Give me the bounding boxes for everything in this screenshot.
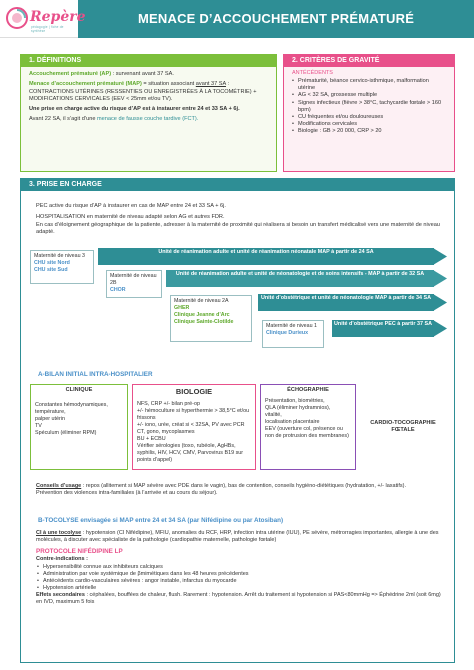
map-term: Menace d’accouchement prématuré (MAP) [29,81,142,88]
conseils-line-2: Prévention des violences intra-familiales (à l’arrivée et au cours du séjour). [36,490,218,497]
echographie-heading: ÉCHOGRAPHIE [287,387,329,393]
clinique-box [30,384,128,470]
logo-subtitle: pédagogie | fiche de synthèse [31,25,64,34]
level-2b-label: Maternité de niveau 2B [110,273,157,286]
tocolyse-ci [36,530,446,544]
effets-line [36,592,446,606]
list-item: +/- iono, urée, créat si < 32SA, PV avec PCR CT, gono, mycoplasmes [137,421,245,435]
arrow-icon [433,270,447,287]
effets-label: Effets secondaires [36,592,85,599]
ap-text: : survenant avant 37 SA. [111,71,174,77]
conseils-label: Conseils d’usage [36,483,82,489]
page-title: MENACE D’ACCOUCHEMENT PRÉMATURÉ [138,11,415,26]
criteria-subheading: ANTÉCÉDENTS [292,70,333,76]
arrow-icon [433,294,447,311]
list-item: • Modifications cervicales [292,121,446,128]
criteria-card [283,54,455,172]
level-2a-site-2: Clinique Jeanne d’Arc [174,311,230,318]
map-definition [29,81,268,103]
conseils-line-1 [36,483,446,490]
level-3-site-1: CHU site Nord [34,259,70,266]
list-item: Constantes hémodynamiques, [35,402,108,409]
bilan-title: A-BILAN INITIAL INTRA-HOSPITALIER [38,371,153,378]
level-3-bar: Unité de réanimation adulte et unité de réanimation néonatale MAP à partir de 24 SA [98,248,434,265]
pec-intro-3: En cas d’éloignement géographique de la patiente, adresser à la maternité de proximité qui réalisera si besoin un transfert médicalisé vers une maternité de niveau adapté. [36,221,440,235]
biologie-list [137,401,251,464]
list-item: • Hypotension artérielle [36,585,446,592]
list-item: +/- hémoculture si hyperthermie > 38,5°C et/ou frissons [137,407,250,421]
fct-term: menace de fausse couche tardive (FCT). [97,116,199,123]
clinique-list [35,402,123,437]
pec-intro [36,203,446,236]
protocol-ci-list [36,564,446,593]
list-item: vitalité, [265,412,282,419]
list-item: TV [35,423,42,430]
level-2b-site: CHOR [110,286,126,293]
criteria-list [292,78,446,135]
level-1-label: Maternité de niveau 1 [266,323,317,329]
level-1-bar: Unité d’obstétrique PEC à partir 37 SA [332,320,434,337]
list-item: BU + ECBU [137,435,166,442]
list-item: température, [35,409,66,416]
definitions-heading: 1. DÉFINITIONS [21,55,276,67]
criteria-heading: 2. CRITÈRES DE GRAVITÉ [284,55,454,67]
map-underlined: avant 37 SA [195,81,226,88]
protocol-title: PROTOCOLE NIFÉDIPINE LP [36,548,123,556]
list-item: • Antécédents cardio-vasculaires sévères : angor instable, infarctus du myocarde [36,578,446,585]
list-item: EEV (ouverture col, présence ou non de protrusion des membranes) [265,426,349,440]
level-2a-label: Maternité de niveau 2A [174,298,229,304]
ctg-box [360,384,446,470]
protocol-ci-label: Contre-indications : [36,556,88,563]
echographie-list [265,398,351,440]
level-1-site: Clinique Durieux [266,329,309,336]
pec-intro-2: HOSPITALISATION en maternité de niveau adapté selon AG et autres FDR. [36,214,225,221]
tocolyse-title: B-TOCOLYSE envisagée si MAP entre 24 et 34 SA (par Nifédipine ou par Atosiban) [38,517,284,524]
map-text-1: = situation associant [141,81,196,88]
level-2b-bar: Unité de réanimation adulte et unité de néonatologie et de soins intensifs - MAP à partir de 32 SA [166,270,434,287]
criteria-body [284,67,454,171]
page-header [0,0,474,38]
logo-icon [6,7,28,29]
list-item: • CU fréquentes et/ou douloureuses [292,114,446,121]
list-item: • Hypersensibilité connue aux inhibiteurs calciques [36,564,446,571]
list-item: localisation placentaire [265,419,320,426]
level-2b-box [106,270,162,298]
level-1-box [262,320,324,348]
ap-definition [29,71,268,78]
conseils-text: : repos (allitement si MAP sévère avec PDE dans le vagin), bas de contention, conseils hygiéno-diététiques (hydratation, +/- laxatifs). [81,483,406,489]
tocolyse-ci-text: : hypotension (CI Nifédipine), MFIU, anomalies du RCF, HRP, infection intra utérine (IUU), PE sévère, métrorragies importantes, allergie à une des molécules, à discuter avec spécialiste de la pathologie (cardiopathie maternelle, pathologie fœtale) [36,530,439,544]
arrow-icon [433,248,447,265]
list-item: • Administration par voie systémique de βmimétiques dans les 48 heures précédentes [36,571,446,578]
list-item: NFS, CRP +/- bilan pré-op [137,400,200,407]
effets-text: : céphalées, bouffées de chaleur, flush. Rarement : hypotension. Arrêt du traitement si hypotension si PAS<80mmHg => Éphédrine 2ml (soit 6mg) en IVD, maximum 5 fois [36,592,441,606]
clinique-heading: CLINIQUE [65,387,93,393]
pec-line: Une prise en charge active du risque d’AP est à instaurer entre 24 et 33 SA + 6j. [29,106,240,113]
logo [0,0,86,38]
list-item: • Signes infectieux (fièvre > 38°C, tachycardie fœtale > 160 bpm) [292,100,446,114]
pec-intro-1: PEC active du risque d’AP à instaurer en cas de MAP entre 24 et 33 SA + 6j. [36,203,226,209]
ctg-label: CARDIO-TOCOGRAPHIE FŒTALE [370,419,436,433]
list-item: QLA (éliminer hydramnios), [265,405,331,412]
list-item: Spéculum (éliminer RPM) [35,430,97,437]
list-item: palper utérin [35,416,65,423]
fct-prefix: Avant 22 SA, il s’agit d’une [29,116,97,123]
arrow-icon [433,320,447,337]
list-item: • AG < 32 SA, grossesse multiple [292,92,446,99]
level-3-site-2: CHU site Sud [34,266,68,273]
logo-text: Repère [30,9,86,25]
biologie-heading: BIOLOGIE [175,387,213,396]
list-item: • Biologie : GB > 20 000, CRP > 20 [292,128,446,135]
list-item: Vérifier sérologies (toxo, rubéole, AgHBs, syphilis, HIV, HCV, CMV, Parvovirus B19 sur points d’appel) [137,442,244,463]
level-3-box [30,250,94,284]
ap-term: Accouchement prématuré (AP) [29,71,112,77]
level-2a-site-3: Clinique Sainte-Clotilde [174,318,234,325]
fct-line [29,116,268,123]
level-2a-bar: Unité d’obstétrique et unité de néonatologie MAP à partir de 34 SA [258,294,434,311]
definitions-body [21,67,276,171]
pec-heading: 3. PRISE EN CHARGE [21,179,454,191]
definitions-card [20,54,277,172]
tocolyse-block [36,530,446,606]
list-item: Présentation, biométries, [265,398,325,405]
level-2a-site-1: GHER [174,304,190,311]
conseils-block [36,483,446,497]
echographie-box [260,384,356,470]
list-item: • Prématurité, béance cervico-isthmique, malformation utérine [292,78,446,92]
tocolyse-ci-label: CI à une tocolyse [36,530,82,536]
level-2a-box [170,295,252,342]
level-3-label: Maternité de niveau 3 [34,253,85,259]
map-text-2: : CONTRACTIONS UTÉRINES (RESSENTIES OU ENREGISTRÉES À LA TOCOMÉTRIE) + MODIFICATIONS CERVICALES (EEV < 25mm et/ou TV). [29,81,257,102]
biologie-box [132,384,256,470]
